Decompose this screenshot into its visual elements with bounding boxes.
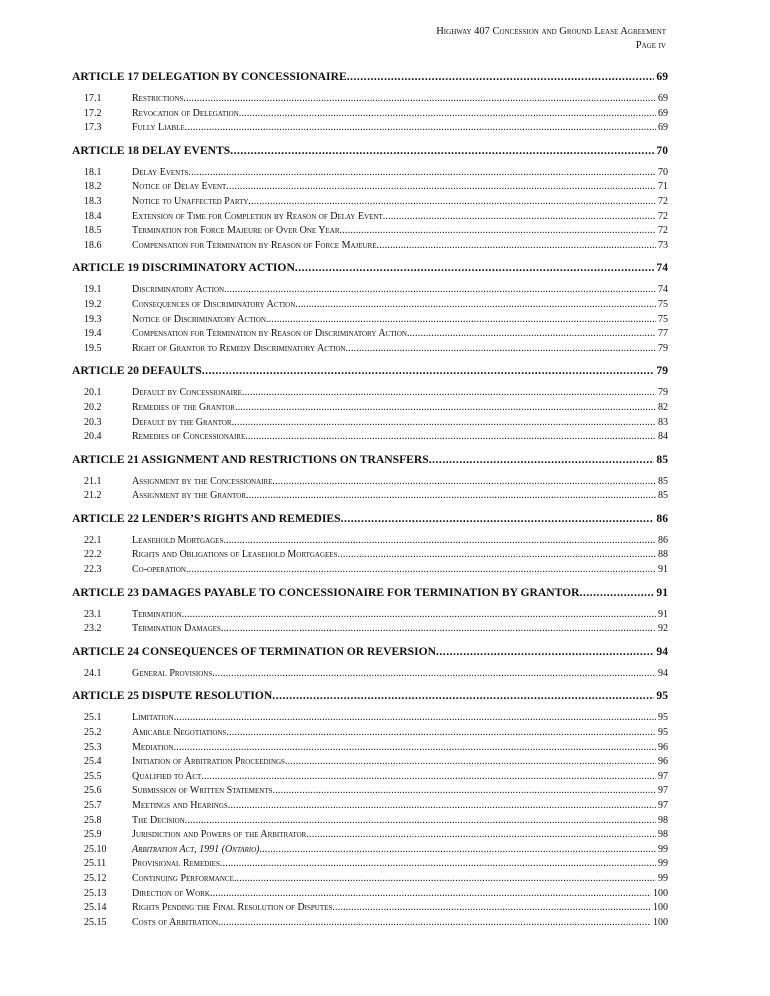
section-number: 25.7 — [84, 800, 102, 811]
section-title: Continuing Performance — [132, 872, 234, 884]
dot-leader — [228, 799, 656, 814]
toc-section-entry[interactable] — [72, 401, 668, 416]
section-number: 20.1 — [84, 387, 102, 399]
dot-leader — [226, 726, 656, 741]
section-page-number: 95 — [658, 712, 668, 724]
toc-article-entry[interactable] — [72, 256, 668, 279]
dot-leader — [220, 857, 656, 872]
section-page-number: 91 — [658, 608, 668, 620]
toc-section-entry[interactable] — [72, 475, 668, 490]
dot-leader — [407, 327, 656, 342]
section-page-number: 79 — [658, 387, 668, 399]
toc-section-entry[interactable] — [72, 166, 668, 181]
section-title: Mediation — [132, 741, 174, 753]
dot-leader — [186, 563, 656, 578]
dot-leader — [174, 741, 656, 756]
section-title: Default by the Grantor — [132, 416, 232, 428]
section-title: Assignment by the Concessionaire — [132, 475, 273, 487]
section-page-number: 75 — [658, 313, 668, 325]
section-number: 18.2 — [84, 181, 102, 193]
dot-leader — [436, 640, 654, 663]
section-title: Right of Grantor to Remedy Discriminatory Action — [132, 342, 346, 354]
section-page-number: 95 — [658, 727, 668, 739]
section-title: Notice of Delay Event — [132, 181, 227, 193]
article-title: ARTICLE 23 DAMAGES PAYABLE TO CONCESSIONAIRE FOR TERMINATION BY GRANTOR — [72, 585, 580, 599]
section-title: Qualified to Act — [132, 770, 202, 782]
toc-section-entry[interactable] — [72, 313, 668, 328]
section-page-number: 69 — [658, 122, 668, 134]
section-page-number: 72 — [658, 210, 668, 222]
dot-leader — [347, 65, 655, 88]
toc-section-entry[interactable] — [72, 92, 668, 107]
dot-leader — [272, 684, 654, 707]
dot-leader — [245, 430, 656, 445]
section-title: Consequences of Discriminatory Action — [132, 298, 296, 310]
toc-section-entry[interactable] — [72, 298, 668, 313]
section-number: 25.6 — [84, 785, 102, 797]
dot-leader — [337, 548, 656, 563]
section-number: 18.1 — [84, 166, 102, 178]
dot-leader — [183, 92, 656, 107]
section-title: Rights and Obligations of Leasehold Mortgagees — [132, 549, 338, 561]
article-page-number: 69 — [656, 70, 668, 83]
toc-section-entry[interactable] — [72, 872, 668, 887]
section-number: 18.6 — [84, 239, 102, 251]
toc-section-entry[interactable] — [72, 726, 668, 741]
section-list — [72, 88, 668, 139]
toc-article-entry[interactable] — [72, 448, 668, 471]
section-number: 19.1 — [84, 284, 102, 296]
section-list — [72, 162, 668, 257]
dot-leader — [221, 622, 656, 637]
section-title: Default by Concessionaire — [132, 387, 242, 399]
section-title: Provisional Remedies — [132, 858, 220, 870]
toc-section-entry[interactable] — [72, 799, 668, 814]
section-page-number: 98 — [658, 814, 668, 826]
section-number: 20.3 — [84, 416, 102, 428]
section-page-number: 92 — [658, 623, 668, 635]
toc-section-entry[interactable] — [72, 563, 668, 578]
dot-leader — [295, 298, 656, 313]
dot-leader — [226, 180, 656, 195]
section-title: Revocation of Delegation — [132, 107, 239, 119]
toc-section-entry[interactable] — [72, 711, 668, 726]
toc-section-entry[interactable] — [72, 622, 668, 637]
dot-leader — [174, 711, 656, 726]
section-page-number: 77 — [658, 328, 668, 340]
section-title: Termination for Force Majeure of Over One Year — [132, 225, 340, 237]
dot-leader — [224, 283, 656, 298]
dot-leader — [266, 313, 656, 328]
section-list — [72, 663, 668, 685]
section-page-number: 72 — [658, 225, 668, 237]
toc-section-entry[interactable] — [72, 342, 668, 357]
toc-section-entry[interactable] — [72, 857, 668, 872]
section-number: 25.14 — [84, 902, 107, 914]
toc-article-entry[interactable] — [72, 139, 668, 162]
section-title: Notice of Discriminatory Action — [132, 313, 266, 325]
dot-leader — [223, 534, 656, 549]
dot-leader — [377, 239, 656, 254]
toc-section-entry[interactable] — [72, 430, 668, 445]
section-list — [72, 471, 668, 507]
section-number: 25.12 — [84, 872, 107, 884]
section-page-number: 69 — [658, 93, 668, 104]
dot-leader — [188, 166, 656, 181]
section-number: 24.1 — [84, 667, 102, 679]
section-number: 25.13 — [84, 887, 107, 899]
dot-leader — [332, 901, 651, 916]
section-title: Amicable Negotiations — [132, 727, 227, 739]
dot-leader — [306, 828, 656, 843]
section-page-number: 88 — [658, 549, 668, 561]
toc-section-entry[interactable] — [72, 195, 668, 210]
section-page-number: 84 — [658, 431, 668, 443]
article-page-number: 79 — [656, 364, 668, 378]
section-title: Remedies of Concessionaire — [132, 431, 246, 443]
article-title: ARTICLE 18 DELAY EVENTS — [72, 143, 231, 157]
section-page-number: 75 — [658, 298, 668, 310]
dot-leader — [259, 843, 656, 858]
section-list — [72, 279, 668, 359]
section-number: 22.2 — [84, 549, 102, 561]
dot-leader — [202, 359, 655, 382]
toc-section-entry[interactable] — [72, 210, 668, 225]
section-list — [72, 382, 668, 447]
section-title: Fully Liable — [132, 122, 185, 134]
section-page-number: 79 — [658, 342, 668, 354]
toc-section-entry[interactable] — [72, 239, 668, 254]
dot-leader — [248, 195, 656, 210]
article-page-number: 70 — [656, 143, 668, 157]
section-title: Limitation — [132, 712, 174, 724]
section-number: 17.3 — [84, 122, 102, 134]
section-page-number: 97 — [658, 785, 668, 797]
section-page-number: 99 — [658, 858, 668, 870]
section-number: 25.10 — [84, 843, 107, 855]
section-page-number: 85 — [658, 475, 668, 487]
section-page-number: 91 — [658, 564, 668, 576]
section-list — [72, 530, 668, 581]
article-page-number: 94 — [656, 644, 668, 658]
dot-leader — [185, 814, 656, 829]
document-title: Highway 407 Concession and Ground Lease Agreement — [436, 26, 666, 37]
article-page-number: 95 — [656, 689, 668, 703]
toc-section-entry[interactable] — [72, 667, 668, 682]
toc-section-entry[interactable] — [72, 386, 668, 401]
section-number: 23.1 — [84, 608, 102, 620]
section-list — [72, 707, 668, 933]
dot-leader — [185, 121, 656, 136]
section-number: 23.2 — [84, 623, 102, 635]
dot-leader — [383, 210, 656, 225]
toc-article-entry[interactable] — [72, 581, 668, 604]
section-title: Termination — [132, 608, 182, 620]
page-header — [436, 25, 666, 53]
toc-section-entry[interactable] — [72, 814, 668, 829]
section-page-number: 100 — [653, 902, 668, 914]
toc-article-entry[interactable] — [72, 684, 668, 707]
section-number: 21.2 — [84, 490, 102, 502]
section-title: Rights Pending the Final Resolution of Disputes — [132, 902, 333, 914]
toc-section-entry[interactable] — [72, 741, 668, 756]
toc-section-entry[interactable] — [72, 608, 668, 623]
section-number: 25.11 — [84, 858, 107, 870]
dot-leader — [210, 887, 651, 902]
section-title: Leasehold Mortgages — [132, 534, 224, 546]
toc-section-entry[interactable] — [72, 327, 668, 342]
toc-section-entry[interactable] — [72, 784, 668, 799]
section-page-number: 71 — [658, 181, 668, 193]
section-number: 25.2 — [84, 727, 102, 739]
toc-article-entry[interactable] — [72, 507, 668, 530]
toc-section-entry[interactable] — [72, 534, 668, 549]
section-number: 25.3 — [84, 741, 102, 753]
toc-section-entry[interactable] — [72, 828, 668, 843]
section-title: The Decision — [132, 814, 185, 826]
dot-leader — [341, 507, 655, 530]
toc-section-entry[interactable] — [72, 416, 668, 431]
section-title: Compensation for Termination by Reason of Force Majeure — [132, 239, 377, 251]
section-number: 25.1 — [84, 712, 102, 724]
section-title: Discriminatory Action — [132, 284, 225, 296]
section-number: 19.5 — [84, 342, 102, 354]
section-title: Restrictions — [132, 93, 184, 104]
section-page-number: 96 — [658, 756, 668, 768]
toc-section-entry[interactable] — [72, 121, 668, 136]
article-title: ARTICLE 21 ASSIGNMENT AND RESTRICTIONS ON TRANSFERS — [72, 452, 429, 466]
dot-leader — [201, 770, 656, 785]
section-page-number: 69 — [658, 107, 668, 119]
section-list — [72, 604, 668, 640]
section-title: Delay Events — [132, 166, 189, 178]
section-page-number: 97 — [658, 800, 668, 811]
toc-article-entry[interactable] — [72, 359, 668, 382]
article-title: ARTICLE 19 DISCRIMINATORY ACTION — [72, 261, 295, 275]
section-number: 25.5 — [84, 770, 102, 782]
dot-leader — [230, 139, 654, 162]
dot-leader — [218, 916, 651, 931]
dot-leader — [212, 667, 656, 682]
dot-leader — [272, 475, 656, 490]
toc-section-entry[interactable] — [72, 916, 668, 931]
section-title: Extension of Time for Completion by Reason of Delay Event — [132, 210, 383, 222]
section-number: 19.4 — [84, 328, 102, 340]
section-page-number: 74 — [658, 284, 668, 296]
dot-leader — [239, 107, 656, 122]
section-page-number: 73 — [658, 239, 668, 251]
section-title: Costs of Arbitration — [132, 916, 219, 928]
section-page-number: 97 — [658, 770, 668, 782]
section-title: Compensation for Termination by Reason of Discriminatory Action — [132, 328, 407, 340]
section-page-number: 99 — [658, 843, 668, 855]
page-number: Page iv — [635, 40, 666, 51]
article-page-number: 85 — [656, 452, 668, 466]
dot-leader — [246, 489, 656, 504]
dot-leader — [429, 448, 655, 471]
section-title: Termination Damages — [132, 623, 221, 635]
section-page-number: 72 — [658, 195, 668, 207]
toc-section-entry[interactable] — [72, 755, 668, 770]
article-title: ARTICLE 22 LENDER’S RIGHTS AND REMEDIES — [72, 511, 341, 525]
section-number: 21.1 — [84, 475, 102, 487]
toc-section-entry[interactable] — [72, 548, 668, 563]
section-number: 17.2 — [84, 107, 102, 119]
section-page-number: 86 — [658, 534, 668, 546]
dot-leader — [242, 386, 656, 401]
section-page-number: 70 — [658, 166, 668, 178]
section-number: 25.4 — [84, 756, 102, 768]
article-page-number: 74 — [656, 261, 668, 275]
section-page-number: 100 — [653, 887, 668, 899]
article-title: ARTICLE 24 CONSEQUENCES OF TERMINATION OR REVERSION — [72, 644, 436, 658]
section-title: Submission of Written Statements — [132, 785, 273, 797]
section-number: 20.2 — [84, 401, 102, 413]
section-number: 22.1 — [84, 534, 102, 546]
article-title: ARTICLE 17 DELEGATION BY CONCESSIONAIRE — [72, 70, 347, 83]
section-number: 25.15 — [84, 916, 107, 928]
section-title: Notice to Unaffected Party — [132, 195, 249, 207]
article-title: ARTICLE 25 DISPUTE RESOLUTION — [72, 689, 273, 703]
dot-leader — [273, 784, 657, 799]
dot-leader — [232, 416, 656, 431]
dot-leader — [234, 872, 656, 887]
dot-leader — [295, 256, 655, 279]
article-title: ARTICLE 20 DEFAULTS — [72, 364, 202, 378]
section-number: 19.2 — [84, 298, 102, 310]
toc-section-entry[interactable] — [72, 489, 668, 504]
dot-leader — [580, 581, 655, 604]
section-title: General Provisions — [132, 667, 213, 679]
dot-leader — [340, 224, 656, 239]
toc-section-entry[interactable] — [72, 283, 668, 298]
toc-section-entry[interactable] — [72, 887, 668, 902]
toc-section-entry[interactable] — [72, 224, 668, 239]
section-number: 25.9 — [84, 829, 102, 841]
toc-section-entry[interactable] — [72, 770, 668, 785]
toc-section-entry[interactable] — [72, 107, 668, 122]
section-title: Assignment by the Grantor — [132, 490, 246, 502]
section-page-number: 96 — [658, 741, 668, 753]
section-page-number: 100 — [653, 916, 668, 928]
section-number: 22.3 — [84, 564, 102, 576]
toc-section-entry[interactable] — [72, 843, 668, 858]
section-page-number: 98 — [658, 829, 668, 841]
section-page-number: 85 — [658, 490, 668, 502]
table-of-contents — [72, 65, 668, 933]
toc-article-entry[interactable] — [72, 640, 668, 663]
dot-leader — [182, 608, 656, 623]
section-title: Remedies of the Grantor — [132, 401, 235, 413]
section-page-number: 82 — [658, 401, 668, 413]
dot-leader — [346, 342, 656, 357]
section-number: 17.1 — [84, 93, 102, 104]
toc-section-entry[interactable] — [72, 901, 668, 916]
section-title: Co-operation — [132, 564, 186, 576]
section-number: 18.5 — [84, 225, 102, 237]
section-page-number: 83 — [658, 416, 668, 428]
section-title: Meetings and Hearings — [132, 800, 228, 811]
section-title: Arbitration Act, 1991 (Ontario) — [132, 843, 260, 855]
section-page-number: 94 — [658, 667, 668, 679]
toc-article-entry[interactable] — [72, 65, 668, 88]
toc-section-entry[interactable] — [72, 180, 668, 195]
section-number: 19.3 — [84, 313, 102, 325]
dot-leader — [235, 401, 656, 416]
section-number: 20.4 — [84, 431, 102, 443]
section-number: 18.3 — [84, 195, 102, 207]
dot-leader — [285, 755, 656, 770]
section-number: 25.8 — [84, 814, 102, 826]
section-title: Direction of Work — [132, 887, 210, 899]
section-title: Initiation of Arbitration Proceedings — [132, 756, 285, 768]
section-number: 18.4 — [84, 210, 102, 222]
article-page-number: 91 — [656, 585, 668, 599]
article-page-number: 86 — [656, 511, 668, 525]
section-title: Jurisdiction and Powers of the Arbitrator — [132, 829, 307, 841]
section-page-number: 99 — [658, 872, 668, 884]
